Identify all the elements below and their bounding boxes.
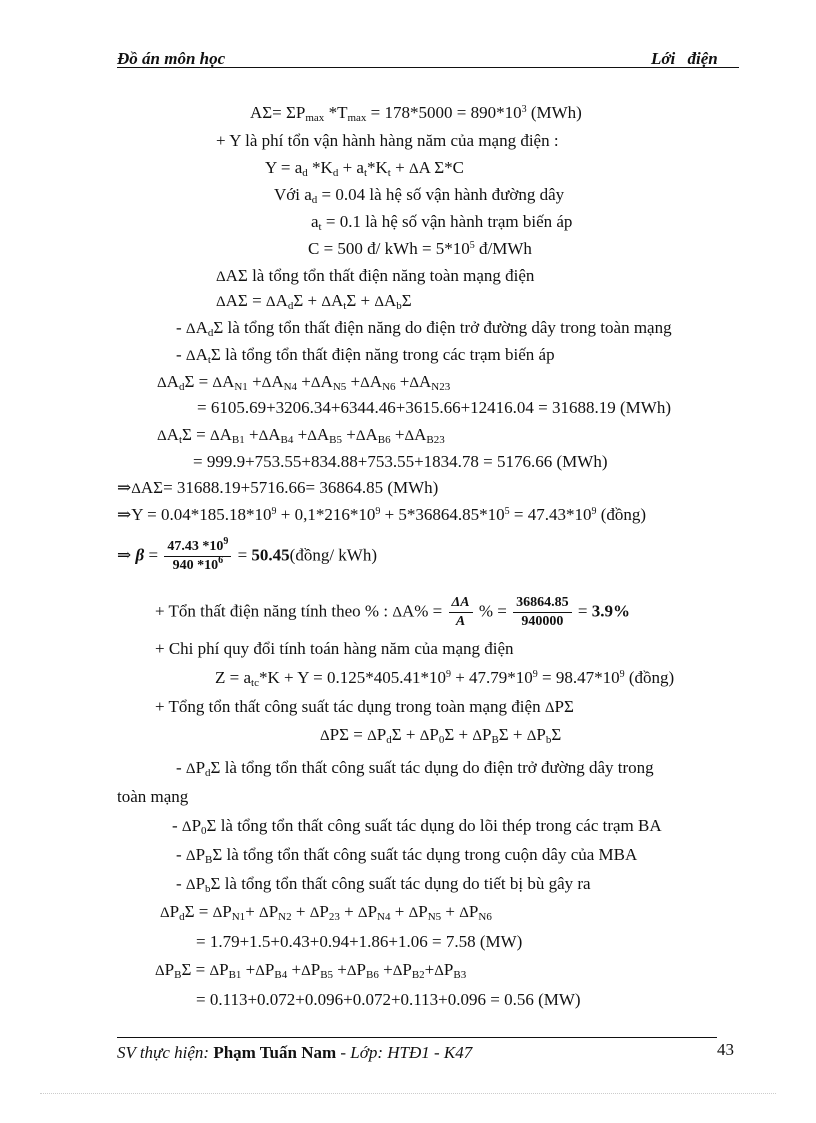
header-title-left: Đồ án môn học [117, 49, 226, 68]
footer-student-name: Phạm Tuấn Nam [213, 1043, 337, 1062]
operating-cost-result: ⇒Y = $0.04*185.18*10^9 + 0,1*216*10^9 + 5*36864.85*10^5 = 47.43*10^9$ (đồng) [117, 505, 647, 524]
line-energy-price: C = 500 đ/ kWh = $5*10^5$ đ/MWh [308, 239, 532, 258]
transformer-loss-sum-value: = 999.9+753.55+834.88+753.55+1834.78 = 5176.66 (MWh) [193, 452, 608, 471]
line-loss-sum-formula: $\Delta A_d\Sigma = \Delta A_{N1} +\Delta A_{N4} +\Delta A_{N5} +\Delta A_{N6} +\Delta A_{N23}$ [157, 372, 451, 393]
line-power-loss-heading: + Tổng tổn thất công suất tác dụng trong toàn mạng điện ΔPΣ [155, 697, 574, 716]
footer-rule [117, 1037, 717, 1038]
beta-formula: ⇒ β = $\frac{47.43 *10^9}{940 *10^6}$ = 50.45(đồng/ kWh) [117, 536, 377, 573]
annual-cost-formula: $Z = a_{tc}*K + Y = 0.125*405.41*10^9 + 47.79*10^9 = 98.47*10^9$ (đồng) [215, 668, 675, 689]
line-coeff-ad: Với $a_d = 0.04$ là hệ số vận hành đường dây [274, 185, 565, 206]
footer-label: SV thực hiện: [117, 1043, 210, 1062]
page-number: 43 [717, 1040, 734, 1059]
winding-loss-sum-formula: $\Delta P_B\Sigma = \Delta P_{B1} +\Delta P_{B4} +\Delta P_{B5} +\Delta P_{B6} +\Delta P_{B2}+\Delta P_{B3}$ [155, 960, 467, 981]
header-title-right: Lới điện [651, 49, 718, 68]
header-rule [117, 67, 739, 68]
line-transformer-loss-def: - $\Delta A_t\Sigma$ là tổng tổn thất điện năng trong các trạm biến áp [176, 345, 555, 366]
line-annual-cost-heading: + Chi phí quy đổi tính toán hàng năm của mạng điện [155, 639, 514, 658]
line-winding-loss-def: - $\Delta P_B\Sigma$ là tổng tổn thất công suất tác dụng trong cuộn dây của MBA [176, 845, 638, 866]
line-loss-sum-value: = 6105.69+3206.34+6344.46+3615.66+12416.04 = 31688.19 (MWh) [197, 398, 672, 417]
operating-cost-formula: $Y = a_d$ $*K_d + a_t*K_t + \Delta A$ Σ*C [265, 158, 464, 179]
bottom-dotted-border [40, 1093, 776, 1094]
line-compensation-loss-def: - $\Delta P_b\Sigma$ là tổng tổn thất công suất tác dụng do tiết bị bù gây ra [176, 874, 591, 895]
line-line-power-loss-def-cont: toàn mạng [117, 787, 189, 806]
energy-loss-sum-formula: $\Delta A\Sigma = \Delta A_d\Sigma + \Delta A_t\Sigma + \Delta A_b\Sigma$ [216, 291, 412, 312]
line-total-energy-loss-def: ΔAΣ là tổng tổn thất điện năng toàn mạng điện [216, 266, 535, 285]
winding-loss-sum-value: = 0.113+0.072+0.096+0.072+0.113+0.096 = 0.56 (MW) [196, 990, 581, 1009]
footer [117, 1043, 472, 1063]
power-loss-sum-formula: $\Delta P\Sigma = \Delta P_d\Sigma + \Delta P_0\Sigma + \Delta P_B\Sigma + \Delta P_b\Sigma$ [320, 725, 562, 746]
line-line-power-loss-def: - $\Delta P_d\Sigma$ là tổng tổn thất công suất tác dụng do điện trở đường dây trong [176, 758, 654, 779]
line-operating-cost-heading: + Y là phí tổn vận hành hàng năm của mạng điện : [216, 131, 559, 150]
loss-percent-formula: + Tổn thất điện năng tính theo % : ΔA% = $\frac{\Delta A}{A}$ % = $\frac{36864.85}{940000}$ = 3.9% [155, 595, 630, 629]
line-power-loss-sum-formula: $\Delta P_d\Sigma = \Delta P_{N1}+ \Delta P_{N2} + \Delta P_{23} + \Delta P_{N4} + \Delta P_{N5} + \Delta P_{N6}$ [160, 902, 492, 923]
line-power-loss-sum-value: = 1.79+1.5+0.43+0.94+1.86+1.06 = 7.58 (MW) [196, 932, 523, 951]
line-line-loss-def: - $\Delta A_d\Sigma$ là tổng tổn thất điện năng do điện trở đường dây trong toàn mạng [176, 318, 672, 339]
line-coeff-at: $a_t = 0.1$ là hệ số vận hành trạm biến áp [311, 212, 573, 233]
footer-class: - Lớp: HTĐ1 - K47 [340, 1043, 473, 1062]
total-energy-loss-result: ⇒ΔAΣ= 31688.19+5716.66= 36864.85 (MWh) [117, 478, 439, 497]
energy-total-formula: $A\Sigma= \Sigma P_{max}$ $*T_{max} = 178*5000 = 890*10^3$ (MWh) [250, 103, 582, 124]
transformer-loss-sum-formula: $\Delta A_t\Sigma = \Delta A_{B1} +\Delta A_{B4} +\Delta A_{B5} +\Delta A_{B6} +\Delta A_{B23}$ [157, 425, 445, 446]
line-core-loss-def: - $\Delta P_0\Sigma$ là tổng tổn thất công suất tác dụng do lõi thép trong các trạm BA [172, 816, 662, 837]
